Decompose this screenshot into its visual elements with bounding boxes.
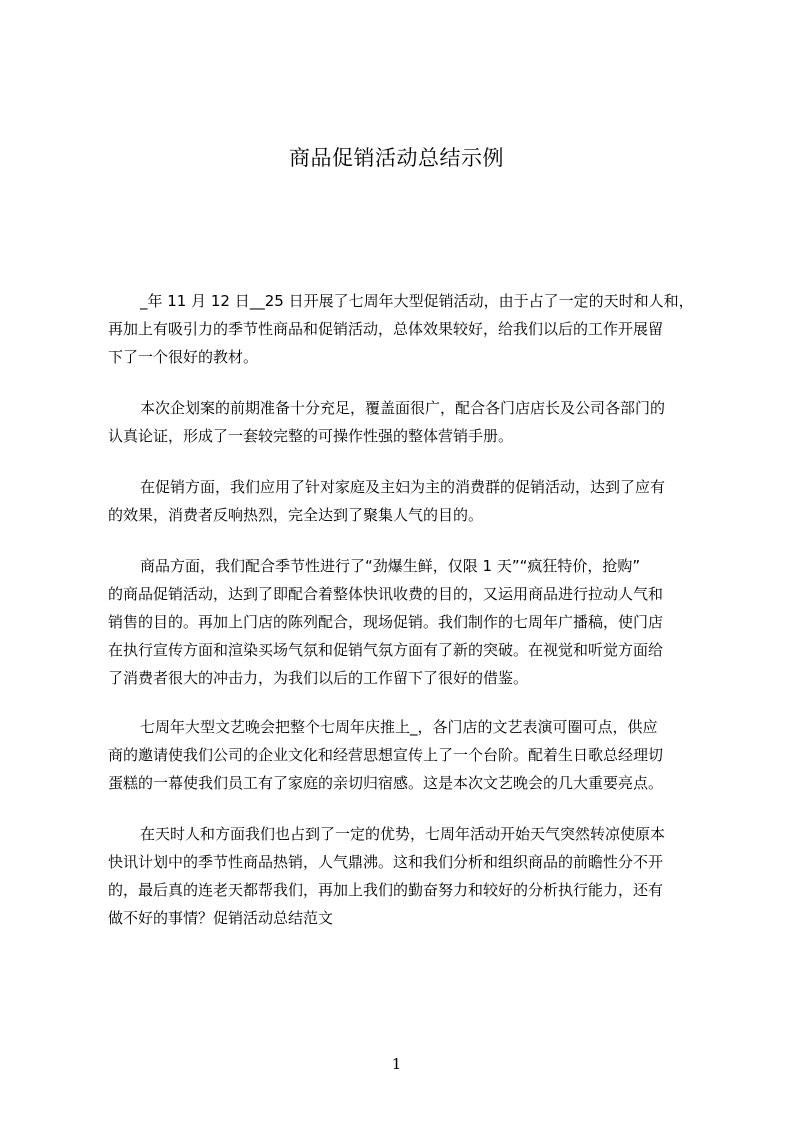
paragraph-merchandise	[108, 552, 708, 692]
paragraph-line: 蛋糕的一幕使我们员工有了家庭的亲切归宿感。这是本次文艺晚会的几大重要亮点。	[108, 774, 664, 792]
paragraph-line: 的商品促销活动，达到了即配合着整体快讯收费的目的，又运用商品进行拉动人气和	[108, 585, 664, 603]
paragraph-line: 认真论证，形成了一套较完整的可操作性强的整体营销手册。	[108, 427, 514, 445]
paragraph-conclusion	[108, 820, 708, 932]
paragraph-line: 的，最后真的连老天都帮我们，再加上我们的勤奋努力和较好的分析执行能力，还有	[108, 881, 664, 899]
paragraph-intro	[108, 287, 708, 371]
paragraph-line: _年 11 月 12 日__25 日开展了七周年大型促销活动，由于占了一定的天时和人和，	[140, 292, 694, 310]
paragraph-line: 在促销方面，我们应用了针对家庭及主妇为主的消费群的促销活动，达到了应有	[140, 478, 666, 496]
paragraph-line: 快讯计划中的季节性商品热销，人气鼎沸。这和我们分析和组织商品的前瞻性分不开	[108, 853, 664, 871]
paragraph-line: 七周年大型文艺晚会把整个七周年庆推上_，各门店的文艺表演可圈可点，供应	[140, 718, 658, 736]
paragraph-line: 了消费者很大的冲击力，为我们以后的工作留下了很好的借鉴。	[108, 669, 529, 687]
paragraph-line: 在执行宣传方面和渲染买场气氛和促销气氛方面有了新的突破。在视觉和听觉方面给	[108, 641, 664, 659]
paragraph-line: 本次企划案的前期准备十分充足，覆盖面很广，配合各门店店长及公司各部门的	[140, 399, 666, 417]
paragraph-line: 商的邀请使我们公司的企业文化和经营思想宣传上了一个台阶。配着生日歌总经理切	[108, 746, 664, 764]
paragraph-line: 的效果，消费者反响热烈，完全达到了聚集人气的目的。	[108, 506, 484, 524]
paragraph-line: 做不好的事情？促销活动总结范文	[108, 909, 334, 927]
paragraph-gala	[108, 713, 708, 797]
paragraph-line: 商品方面，我们配合季节性进行了“劲爆生鲜，仅限 1 天”“疯狂特价，抢购”	[140, 557, 641, 575]
paragraph-planning	[108, 394, 708, 450]
paragraph-line: 再加上有吸引力的季节性商品和促销活动，总体效果较好，给我们以后的工作开展留	[108, 320, 664, 338]
paragraph-line: 下了一个很好的教材。	[108, 348, 259, 366]
page-title: 商品促销活动总结示例	[289, 146, 504, 170]
paragraph-line: 在天时人和方面我们也占到了一定的优势，七周年活动开始天气突然转凉使原本	[140, 825, 666, 843]
paragraph-line: 销售的目的。再加上门店的陈列配合，现场促销。我们制作的七周年广播稿，使门店	[108, 613, 664, 631]
page-number: 1	[391, 1055, 402, 1073]
paragraph-promotion	[108, 473, 708, 529]
